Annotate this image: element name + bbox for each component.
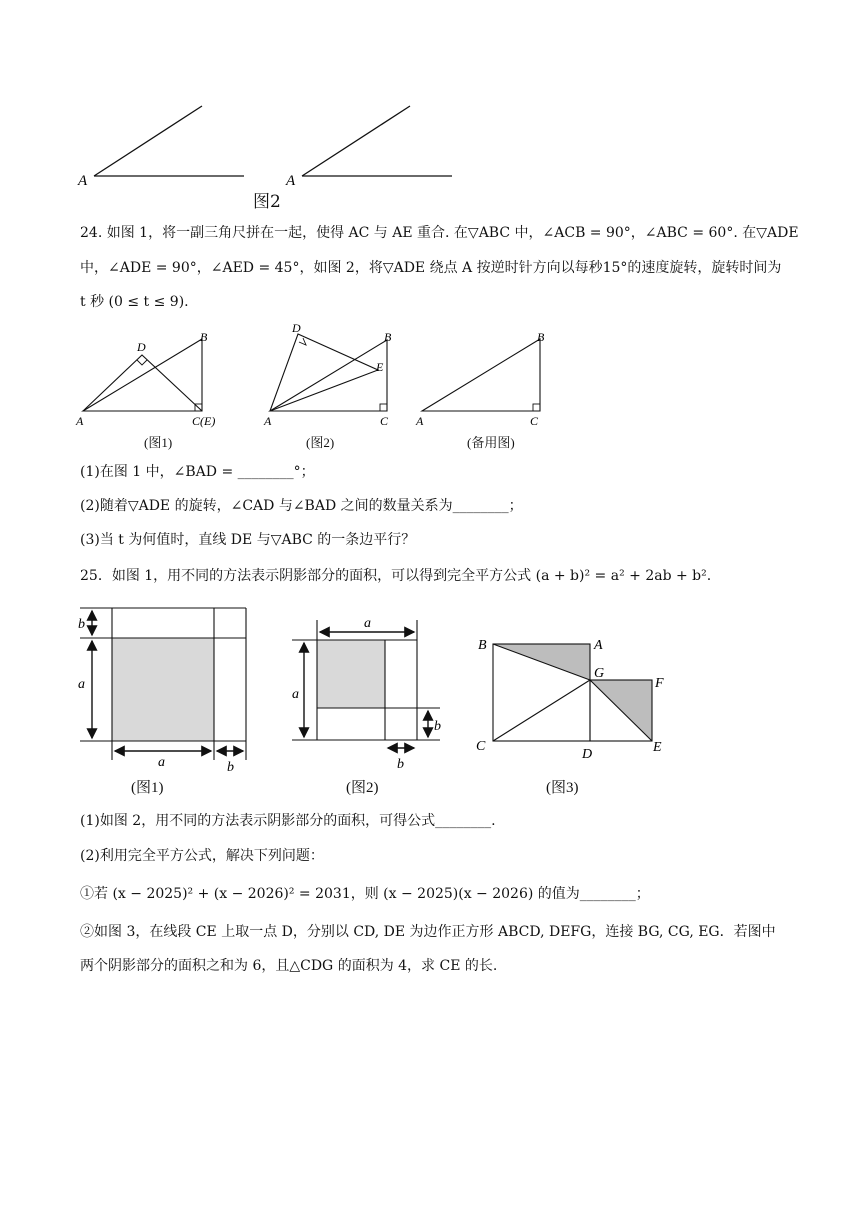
q24-figure-3 [410, 325, 560, 430]
q25-fig1-caption: (图1) [131, 780, 164, 796]
q24-fig1-label-b: B [200, 330, 208, 344]
q24-part2: (2)随着▽ADE 的旋转，∠CAD 与∠BAD 之间的数量关系为________； [80, 498, 523, 514]
q24-fig2-caption: (图2) [306, 435, 335, 450]
q24-fig2-label-c: C [380, 414, 389, 428]
q24-fig2-label-a: A [264, 414, 272, 428]
q25-fig2-label-b-side: b [434, 719, 441, 734]
q25-fig2-caption: (图2) [346, 780, 379, 796]
q25-fig2-label-a-top: a [364, 616, 371, 631]
q25-figure-2 [280, 610, 460, 775]
q25-fig2-label-b-bottom: b [397, 757, 404, 772]
top-angle-left-label: A [78, 173, 88, 189]
q25-fig2-label-a-side: a [292, 687, 299, 702]
q25-fig3-label-a: A [594, 638, 603, 653]
q25-fig3-label-f: F [655, 676, 664, 691]
q25-fig3-label-d: D [582, 747, 593, 762]
q25-sub2-line2: 两个阴影部分的面积之和为 6，且△CDG 的面积为 4，求 CE 的长. [80, 958, 498, 974]
q25-fig1-label-b-bottom: b [227, 760, 234, 775]
q24-figure-2 [258, 318, 408, 430]
q24-line3: t 秒 (0 ≤ t ≤ 9). [80, 294, 189, 310]
q24-fig3-caption: (备用图) [467, 435, 515, 450]
q25-part1: (1)如图 2，用不同的方法表示阴影部分的面积，可得公式________. [80, 813, 496, 829]
q25-part2: (2)利用完全平方公式，解决下列问题： [80, 848, 324, 864]
q25-fig1-label-a-bottom: a [158, 755, 165, 770]
q24-fig2-label-b: B [384, 330, 392, 344]
q25-fig3-label-b: B [478, 638, 487, 653]
q25-fig1-label-b-side: b [78, 617, 85, 632]
q25-fig3-label-e: E [653, 740, 662, 755]
q25-sub1: ①若 (x − 2025)² + (x − 2026)² = 2031，则 (x − 2025)(x − 2026) 的值为________； [80, 886, 650, 902]
q25-fig3-label-g: G [594, 666, 605, 681]
q25-fig3-caption: (图3) [546, 780, 579, 796]
top-angle-right-label: A [286, 173, 296, 189]
q25-line1: 25．如图 1，用不同的方法表示阴影部分的面积，可以得到完全平方公式 (a + b)² = a² + 2ab + b². [80, 568, 712, 584]
q25-figure-1 [70, 600, 260, 775]
q24-line1: 24. 如图 1，将一副三角尺拼在一起，使得 AC 与 AE 重合. 在▽ABC 中，∠ACB = 90°，∠ABC = 60°. 在▽ADE [80, 225, 799, 241]
q24-figure-1 [70, 325, 240, 430]
q24-part1: (1)在图 1 中，∠BAD = ________°； [80, 464, 315, 480]
q24-part3: (3)当 t 为何值时，直线 DE 与▽ABC 的一条边平行？ [80, 532, 416, 548]
top-figure-caption: 图2 [253, 192, 281, 212]
top-angle-figure [70, 100, 470, 190]
q24-fig2-label-d: D [292, 321, 301, 335]
q24-fig1-label-d: D [137, 340, 146, 354]
q25-figure-3 [470, 630, 680, 765]
q24-fig1-label-ce: C(E) [192, 414, 216, 428]
q25-sub2-line1: ②如图 3，在线段 CE 上取一点 D，分别以 CD, DE 为边作正方形 ABCD, DEFG，连接 BG, CG, EG．若图中 [80, 924, 776, 940]
q24-fig3-label-b: B [537, 330, 545, 344]
q24-line2: 中，∠ADE = 90°，∠AED = 45°，如图 2，将▽ADE 绕点 A 按逆时针方向以每秒15°的速度旋转，旋转时间为 [80, 260, 782, 276]
q25-fig3-label-c: C [476, 739, 486, 754]
q24-fig1-caption: (图1) [144, 435, 173, 450]
q24-fig3-label-a: A [416, 414, 424, 428]
q24-fig1-label-a: A [76, 414, 84, 428]
q24-fig3-label-c: C [530, 414, 539, 428]
q24-fig2-label-e: E [376, 360, 384, 374]
q25-fig1-label-a-side: a [78, 677, 85, 692]
